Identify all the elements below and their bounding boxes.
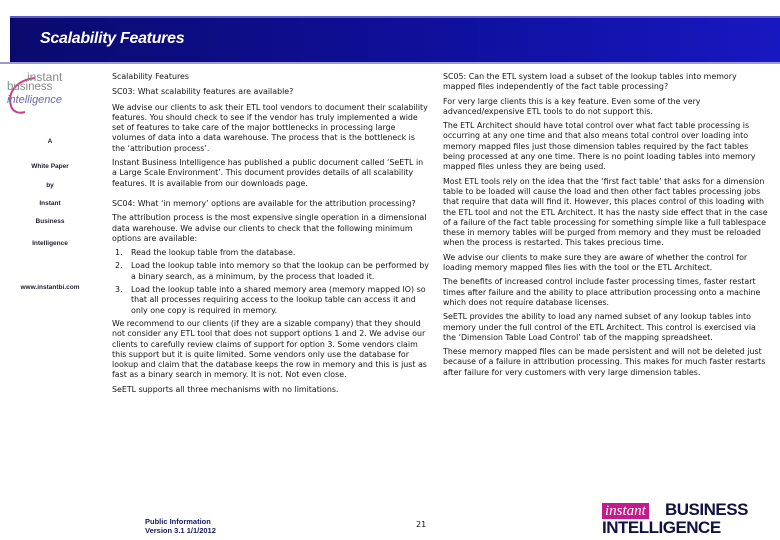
sc04-paragraph-2: We recommend to our clients (if they are a sizable company) that they should not consider any ETL tool that does not support options 1 and 2. We advise our clients to carefully review claims of support for option 3. Some vendors claim this support but it is quite limited. Some vendors only use the database for lookup and claim that the database keeps the row in memory and this is just as fast as a binary search in memory. It is not. Not even close. <box>112 318 427 380</box>
sidebar-line-white-paper: White Paper <box>31 163 69 170</box>
sc05-paragraph: Most ETL tools rely on the idea that the ‘first fact table’ that asks for a dimension table to be loaded will cause the load and then other fact tables processing jobs that require that data will find it. However, this places control of this loading with the ETL tool and not the ETL Architect. It has the nasty side effect that in the case of a failure of the fact table processing for something simple like a full tablespace these in memory tables will be purged from memory and they must be reloaded when the process is restarted. This takes precious time. <box>443 176 768 248</box>
sidebar-line-instant: Instant <box>39 200 61 207</box>
sidebar-line-intelligence: Intelligence <box>32 240 68 247</box>
logo-text-intelligence: intelligence <box>7 94 63 106</box>
footer-public-info: Public Information <box>145 517 211 526</box>
sc04-paragraph-1: The attribution process is the most expensive single operation in a dimensional data warehouse. We advise our clients to check that the following minimum options are available: <box>112 213 427 243</box>
sidebar-line-business: Business <box>35 218 65 225</box>
option-item <box>112 261 430 282</box>
option-text: Load the lookup table into memory so that the lookup can be performed by a binary search, as a minimum, by the process that loaded it. <box>131 261 429 281</box>
brand-text-business: BUSINESS <box>665 500 748 519</box>
sc05-paragraph: SeETL provides the ability to load any named subset of any lookup tables into memory under the full control of the ETL Architect. This control is exercised via the ‘Dimension Table Load Control’ tab of the mapping spreadsheet. <box>443 312 756 342</box>
sidebar-line-a: A <box>47 138 53 145</box>
brand-text-instant: instant <box>602 503 649 519</box>
logo <box>5 70 90 114</box>
sidebar-website: www.instantbi.com <box>20 284 80 291</box>
left-column <box>112 72 430 399</box>
sc05-paragraph: The benefits of increased control include faster processing times, faster restart times after failure and the ability to place attribution processing onto a machine which does not require database licenses. <box>443 277 761 307</box>
sc03-heading: SC03: What scalability features are available? <box>112 87 294 97</box>
page-number: 21 <box>416 520 427 529</box>
option-item <box>112 248 430 258</box>
sc05-paragraph: We advise our clients to make sure they are aware of whether the control for loading memory mapped files lies with the tool or the ETL Architect. <box>443 252 748 273</box>
page-title: Scalability Features <box>40 30 185 47</box>
footer-version: Version 3.1 1/1/2012 <box>145 526 216 535</box>
sc03-paragraph-2: Instant Business Intelligence has published a public document called ‘SeETL in a Large Scale Environment’. This document provides details of all scalability features. It is available from our downloads page. <box>112 158 424 188</box>
sc05-paragraph: For very large clients this is a key feature. Even some of the very advanced/expensive ETL tools to do not support this. <box>443 96 701 116</box>
sc03-paragraph-1: We advise our clients to ask their ETL tool vendors to document their scalability features. You should check to see if the vendor has truly implemented a wide set of features to take care of the major bottlenecks in processing large volumes of data into a data warehouse. The process that is the bottleneck is the ‘attribution process’. <box>112 102 428 153</box>
header <box>0 0 780 62</box>
logo-text-instant: instant <box>27 70 63 84</box>
option-item <box>112 285 430 316</box>
option-number: 3. <box>115 285 123 295</box>
section-title: Scalability Features <box>112 72 189 81</box>
brand-logo <box>600 500 780 540</box>
option-text: Read the lookup table from the database. <box>131 248 296 258</box>
sc04-paragraph-3: SeETL supports all three mechanisms with no limitations. <box>112 384 339 394</box>
logo-text-business: business <box>7 81 53 93</box>
sidebar-line-by: by <box>46 182 54 189</box>
option-number: 2. <box>115 261 123 271</box>
header-divider <box>0 62 780 64</box>
right-column <box>443 72 770 382</box>
sc05-paragraph: The ETL Architect should have total control over what fact table processing is occurring at any one time and that also means total control over loading into memory mapped files just those dimension tables required by the fact tables being processed at any one time. There is no point loading tables into memory mapped files unless they are being used. <box>443 121 756 172</box>
footer-info <box>145 517 216 535</box>
option-text: Load the lookup table into a shared memory area (memory mapped IO) so that all processes requiring access to the lookup table can access it and only one copy is required in memory. <box>131 285 426 315</box>
brand-text-intelligence: INTELLIGENCE <box>602 518 721 537</box>
sc04-heading: SC04: What ‘in memory’ options are available for the attribution processing? <box>112 198 416 208</box>
option-number: 1. <box>115 248 123 258</box>
sc05-paragraph: These memory mapped files can be made persistent and will not be deleted just because of a failure in attribution processing. This makes for much faster restarts after failure for very customers with very large dimension tables. <box>443 347 766 377</box>
sc05-heading: SC05: Can the ETL system load a subset of the lookup tables into memory mapped files independently of the fact table processing? <box>443 72 737 92</box>
